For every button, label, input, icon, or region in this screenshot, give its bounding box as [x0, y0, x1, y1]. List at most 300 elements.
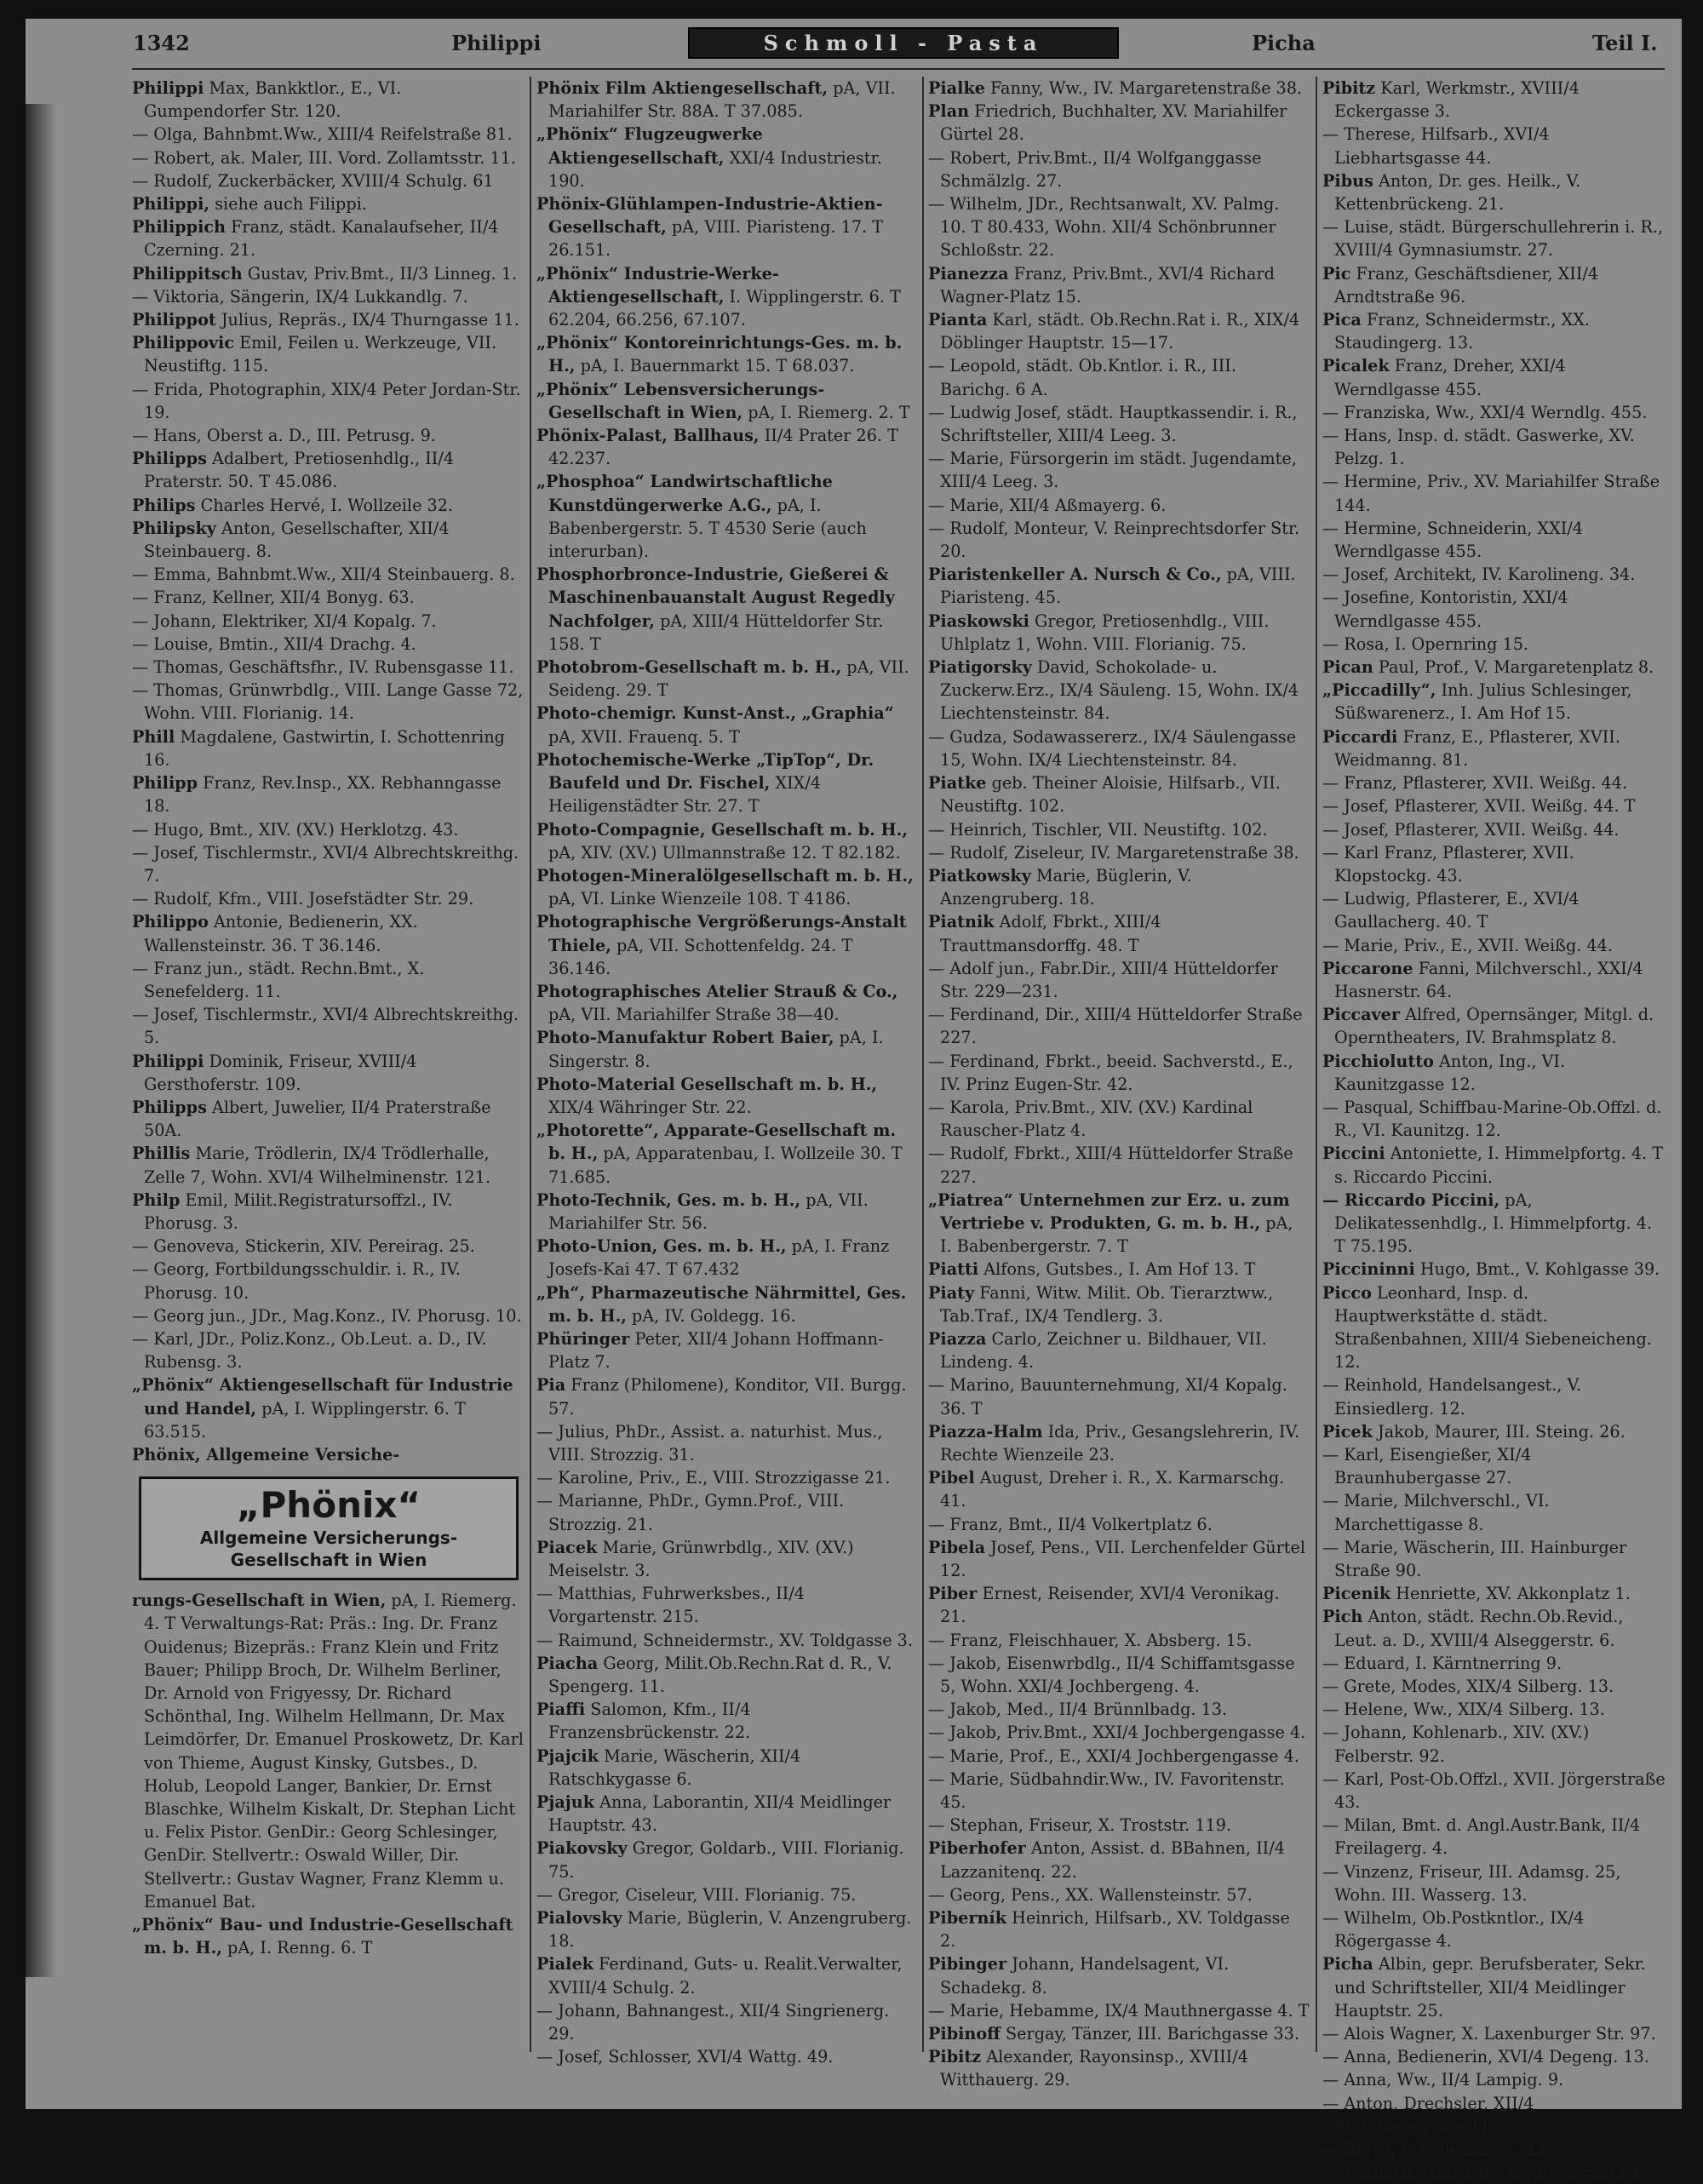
entry-details: — Hans, Insp. d. städt. Gaswerke, XV. Pelzg. 1.: [1322, 426, 1635, 469]
directory-entry: [132, 818, 524, 841]
entry-details: — Franz, Bmt., II/4 Volkertplatz 6.: [928, 1514, 1213, 1534]
entry-name: Piccaver: [1322, 1005, 1400, 1025]
directory-entry: [928, 1189, 1310, 1258]
entry-details: — Josef, Tischlermstr., XVI/4 Albrechtskreithg. 5.: [132, 1005, 519, 1048]
directory-entry: [536, 470, 917, 563]
directory-entry: [1322, 818, 1667, 841]
entry-details: — Leopold, städt. Ob.Kntlor. i. R., III. Barichg. 6 A.: [928, 356, 1236, 399]
entry-name: Philippitsch: [132, 263, 243, 284]
entry-name: Piatigorsky: [928, 657, 1032, 678]
entry-name: „Photorette“, Apparate-Gesellschaft m. b. H.,: [536, 1121, 897, 1164]
entry-details: pA, VII. Mariahilfer Str. 88A. T 37.085.: [548, 78, 896, 122]
directory-entry: [132, 1443, 524, 1466]
entry-name: Picalek: [1322, 356, 1390, 376]
entry-details: — Rudolf, Ziseleur, IV. Margaretenstraße 38.: [928, 842, 1299, 863]
directory-entry: [928, 563, 1310, 609]
directory-entry: [1322, 308, 1667, 354]
entry-details: — Marie, XII/4 Aßmayerg. 6.: [928, 495, 1167, 515]
entry-details: pA, I. Wipplingerstr. 6. T 63.515.: [144, 1398, 466, 1442]
directory-entry: [928, 610, 1310, 656]
entry-details: — Karola, Priv.Bmt., XIV. (XV.) Kardinal Rauscher-Platz 4.: [928, 1097, 1253, 1141]
directory-entry: [1322, 77, 1667, 123]
directory-entry: [536, 378, 917, 424]
entry-details: pA, VIII. Piaristeng. 17. T 26.151.: [548, 217, 884, 261]
entry-details: Adolf, Fbrkt., XIII/4 Trauttmansdorffg. 48. T: [940, 912, 1161, 955]
directory-entry: [928, 401, 1310, 447]
directory-entry: [536, 77, 917, 123]
directory-entry: [1322, 401, 1667, 424]
entry-details: Anton, Gesellschafter, XII/4 Steinbauerg. 8.: [144, 518, 450, 562]
entry-details: — Luise, städt. Bürgerschullehrerin i. R., XVIII/4 Gymnasiumstr. 27.: [1322, 217, 1664, 261]
directory-entry: [1322, 1652, 1667, 1675]
entry-name: Piatnik: [928, 912, 995, 932]
directory-entry: [132, 192, 524, 215]
directory-entry: [132, 77, 524, 123]
directory-entry: [928, 1906, 1310, 1952]
entry-name: Pibinger: [928, 1954, 1007, 1975]
entry-details: II/4 Prater 26. T 42.237.: [548, 426, 898, 469]
directory-entry: [1322, 841, 1667, 887]
entry-name: Pjajuk: [536, 1792, 594, 1813]
entry-details: — Franz, Pflasterer, XVII. Weißg. 44.: [1322, 773, 1628, 794]
entry-name: Pialke: [928, 78, 985, 98]
directory-entry: [928, 656, 1310, 725]
entry-name: Philipp: [132, 773, 198, 794]
entry-details: Julius, Repräs., IX/4 Thurngasse 11.: [215, 310, 519, 330]
directory-entry: [1322, 470, 1667, 516]
directory-entry: [1322, 2161, 1667, 2184]
entry-name: Piberhofer: [928, 1838, 1026, 1859]
directory-entry: [536, 1327, 917, 1373]
directory-entry: [536, 123, 917, 192]
entry-details: — Johann, Bahnangest., XII/4 Singrienerg. 29.: [536, 2000, 890, 2044]
directory-entry: [1322, 1050, 1667, 1096]
entry-details: Alfred, Opernsänger, Mitgl. d. Operntheaters, IV. Brahmsplatz 8.: [1334, 1005, 1654, 1048]
directory-entry: [132, 957, 524, 1003]
directory-entry: [132, 424, 524, 447]
entry-details: Heinrich, Hilfsarb., XV. Toldgasse 2.: [940, 1908, 1290, 1952]
directory-entry: [1322, 354, 1667, 400]
entry-details: August, Dreher i. R., X. Karmarschg. 41.: [940, 1468, 1285, 1511]
directory-entry: [928, 1814, 1310, 1837]
entry-details: — Georg, Pens., XX. Wallensteinstr. 57.: [928, 1884, 1253, 1905]
entry-name: Philippot: [132, 310, 216, 330]
entry-details: David, Schokolade- u. Zuckerw.Erz., IX/4 Säuleng. 15, Wohn. IX/4 Liechtensteinstr. 84.: [940, 657, 1299, 724]
directory-entry: [536, 1837, 917, 1883]
entry-details: — Milan, Bmt. d. Angl.Austr.Bank, II/4 Freilagerg. 4.: [1322, 1815, 1641, 1859]
entry-details: Alexander, Rayonsinsp., XVIII/4 Witthauerg. 29.: [940, 2047, 1248, 2090]
entry-details: — Robert, Priv.Bmt., II/4 Wolfganggasse Schmälzlg. 27.: [928, 147, 1262, 191]
entry-details: — Barbaro, Hilfsarb., X. Antonsplatz 4.: [1322, 2163, 1646, 2183]
entry-name: Picchiolutto: [1322, 1051, 1434, 1071]
entry-name: „Piatrea“ Unternehmen zur Erz. u. zum Vertriebe v. Produkten, G. m. b. H.,: [928, 1189, 1290, 1233]
entry-details: — Robert, ak. Maler, III. Vord. Zollamtsstr. 11.: [132, 147, 517, 168]
entry-name: Pibinoff: [928, 2024, 1001, 2044]
entry-details: Marie, Büglerin, V. Anzengruberg. 18.: [548, 1908, 912, 1952]
directory-entry: [536, 1026, 917, 1072]
entry-details: Karl, Werkmstr., XVIII/4 Eckergasse 3.: [1334, 78, 1580, 122]
entry-name: Pialek: [536, 1954, 593, 1975]
entry-details: — Rudolf, Kfm., VIII. Josefstädter Str. 29.: [132, 889, 474, 909]
entry-details: Salomon, Kfm., II/4 Franzensbrückenstr. 22.: [548, 1700, 751, 1743]
entry-details: pA, XVII. Frauenq. 5. T: [548, 726, 740, 747]
entry-details: — Marianne, PhDr., Gymn.Prof., VIII. Strozzig. 21.: [536, 1491, 845, 1534]
entry-details: — Ludwig, Pflasterer, E., XVI/4 Gaullacherg. 40. T: [1322, 889, 1580, 932]
column-divider: [922, 77, 924, 2052]
entry-details: Anna, Laborantin, XII/4 Meidlinger Hauptstr. 43.: [548, 1792, 892, 1836]
entry-details: — Raimund, Schneidermstr., XV. Toldgasse 3.: [536, 1630, 913, 1650]
directory-entry: [1322, 563, 1667, 586]
directory-entry: [928, 1096, 1310, 1142]
directory-entry: [132, 517, 524, 563]
entry-name: Phönix Film Aktiengesellschaft,: [536, 78, 829, 98]
entry-name: Photo-Technik, Ges. m. b. H.,: [536, 1189, 801, 1210]
entry-details: — Karl, JDr., Poliz.Konz., Ob.Leut. a. D., IV. Rubensg. 3.: [132, 1328, 487, 1373]
directory-entry: [132, 215, 524, 261]
entry-details: Anton, Assist. d. BBahnen, II/4 Lazzanitenq. 22.: [940, 1838, 1285, 1882]
entry-details: Franz, Priv.Bmt., XVI/4 Richard Wagner-Platz 15.: [940, 263, 1275, 307]
entry-details: — Marie, Prof., E., XXI/4 Jochbergengasse 4.: [928, 1745, 1299, 1766]
entry-name: Piaskowski: [928, 610, 1029, 631]
directory-entry: [132, 1327, 524, 1373]
entry-name: Piaristenkeller A. Nursch & Co.,: [928, 565, 1222, 585]
entry-details: Gregor, Pretiosenhdlg., VIII. Uhlplatz 1, Wohn. VIII. Florianig. 75.: [940, 610, 1270, 654]
entry-details: — Georg, Fortbildungsschuldir. i. R., IV. Phorusg. 10.: [132, 1259, 461, 1303]
entry-details: — Josef, Pflasterer, XVII. Weißg. 44. T: [1322, 796, 1636, 817]
ad-title: „Phönix“: [236, 1484, 421, 1527]
entry-details: — Eduard, I. Kärntnerring 9.: [1322, 1653, 1563, 1673]
entry-details: — Gudza, Sodawassererz., IX/4 Säulengasse 15, Wohn. IX/4 Liechtensteinstr. 84.: [928, 726, 1297, 770]
directory-entry: [928, 447, 1310, 493]
entry-details: — Hermine, Priv., XV. Mariahilfer Straße 144.: [1322, 472, 1660, 515]
directory-entry: [928, 1582, 1310, 1628]
directory-entry: [928, 864, 1310, 910]
entry-details: Josef, Pens., VII. Lerchenfelder Gürtel 12.: [940, 1537, 1306, 1580]
entry-name: Philippi: [132, 1051, 204, 1071]
directory-entry: [536, 1373, 917, 1419]
directory-entry: [536, 702, 917, 748]
entry-details: Fanni, Witw. Milit. Ob. Tierarztww., Tab.Traf., IX/4 Tendlerg. 3.: [940, 1282, 1274, 1326]
entry-name: „Phönix“ Bau- und Industrie-Gesellschaft m. b. H.,: [132, 1915, 513, 1958]
entry-details: Friedrich, Buchhalter, XV. Mariahilfer Gürtel 28.: [940, 101, 1287, 145]
directory-entry: [536, 1906, 917, 1952]
entry-details: geb. Theiner Aloisie, Hilfsarb., VII. Neustiftg. 102.: [940, 773, 1281, 817]
directory-entry: [536, 1952, 917, 1998]
directory-entry: [536, 748, 917, 818]
entry-details: pA, VII. Mariahilfer Str. 56.: [548, 1189, 869, 1233]
entry-details: — Wilhelm, JDr., Rechtsanwalt, XV. Palmg. 10. T 80.433, Wohn. XII/4 Schönbrunner Schloßstr. 22.: [928, 194, 1280, 261]
entry-details: — Gregor, Ciseleur, VIII. Florianig. 75.: [536, 1884, 857, 1905]
header-part: Teil I.: [1592, 31, 1658, 55]
directory-entry: [1322, 123, 1667, 169]
directory-entry: [928, 1768, 1310, 1814]
directory-entry: [536, 1119, 917, 1189]
directory-entry: [1322, 517, 1667, 563]
page-header: [26, 19, 1682, 70]
entry-details: Gustav, Priv.Bmt., II/3 Linneg. 1.: [242, 263, 518, 284]
directory-entry: [536, 1073, 917, 1119]
column-1: [132, 77, 524, 2052]
directory-entry: [928, 1883, 1310, 1906]
entry-details: Johann, Handelsagent, VI. Schadekg. 8.: [940, 1954, 1230, 1998]
entry-details: pA, I. Renng. 6. T: [221, 1938, 373, 1958]
entry-details: Leonhard, Insp. d. Hauptwerkstätte d. städt. Straßenbahnen, XIII/4 Siebeneicheng. 12.: [1334, 1282, 1652, 1373]
entry-details: Dominik, Friseur, XVIII/4 Gersthoferstr. 109.: [144, 1051, 417, 1094]
directory-entry: [928, 494, 1310, 517]
directory-entry: [1322, 1605, 1667, 1651]
entry-details: pA, VIII. Piaristeng. 45.: [940, 565, 1296, 608]
directory-entry: [132, 725, 524, 771]
directory-entry: [536, 2045, 917, 2068]
entry-details: — Franz jun., städt. Rechn.Bmt., X. Senefelderg. 11.: [132, 958, 425, 1001]
directory-entry: [132, 146, 524, 169]
directory-entry: [1322, 2045, 1667, 2068]
entry-details: — Rudolf, Monteur, V. Reinprechtsdorfer Str. 20.: [928, 518, 1300, 562]
directory-entry: [1322, 771, 1667, 794]
directory-entry: [1322, 424, 1667, 470]
directory-entry: [1322, 169, 1667, 215]
entry-name: Piaty: [928, 1282, 975, 1303]
entry-name: Pibus: [1322, 170, 1373, 191]
entry-name: Philp: [132, 1189, 181, 1210]
entry-name: Phönix-Glühlampen-Industrie-Aktien-Gesellschaft,: [536, 194, 883, 238]
directory-entry: [536, 1698, 917, 1744]
entry-details: — Josef, Tischlermstr., XVI/4 Albrechtskreithg. 7.: [132, 842, 519, 886]
entry-details: Fanni, Milchverschl., XXI/4 Hasnerstr. 64.: [1334, 958, 1643, 1001]
directory-entry: [536, 910, 917, 980]
directory-entry: [536, 424, 917, 470]
directory-entry: [536, 1536, 917, 1582]
entry-details: — Rudolf, Fbrkt., XIII/4 Hütteldorfer Straße 227.: [928, 1144, 1293, 1187]
directory-entry: [928, 1513, 1310, 1536]
entry-details: — Franz, Kellner, XII/4 Bonyg. 63.: [132, 588, 415, 608]
entry-name: Photogen-Mineralölgesellschaft m. b. H.,: [536, 865, 914, 886]
entry-name: Piakovsky: [536, 1838, 628, 1859]
entry-name: Phönix, Allgemeine Versiche-: [132, 1444, 400, 1465]
entry-details: Marie, Trödlerin, IX/4 Trödlerhalle, Zelle 7, Wohn. XVI/4 Wilhelminenstr. 121.: [144, 1144, 491, 1187]
directory-entry: [132, 378, 524, 424]
entry-name: Pianta: [928, 310, 988, 330]
column-3: [928, 77, 1310, 2090]
entry-name: „Piccadilly“,: [1322, 680, 1436, 701]
directory-entry: [928, 1281, 1310, 1327]
directory-entry: [1322, 1420, 1667, 1443]
entry-details: — Rosa, I. Opernring 15.: [1322, 633, 1529, 654]
header-right-word: Picha: [1252, 31, 1316, 55]
directory-entry: [132, 123, 524, 146]
entry-details: — Hugo, Bmt., XIV. (XV.) Herklotzg. 43.: [132, 819, 459, 840]
directory-entry: [132, 633, 524, 656]
directory-entry: [132, 1913, 524, 1959]
entry-details: — Hans, Oberst a. D., III. Petrusg. 9.: [132, 426, 436, 446]
entry-name: Photochemische-Werke „TipTop“, Dr. Baufeld und Dr. Fischel,: [536, 749, 874, 794]
entry-details: Karl, städt. Ob.Rechn.Rat i. R., XIX/4 Döblinger Hauptstr. 15—17.: [940, 310, 1300, 353]
directory-entry: [536, 1235, 917, 1281]
directory-entry: [536, 818, 917, 864]
entry-details: Paul, Prof., V. Margaretenplatz 8.: [1373, 657, 1654, 678]
directory-entry: [536, 1999, 917, 2045]
directory-entry: [132, 1258, 524, 1304]
directory-entry: [132, 169, 524, 192]
directory-entry: [536, 1745, 917, 1791]
entry-details: — Stephan, Friseur, X. Troststr. 119.: [928, 1815, 1232, 1836]
entry-details: — Josef, Architekt, IV. Karolineng. 34.: [1322, 565, 1636, 585]
entry-details: I. Wipplingerstr. 6. T 62.204, 66.256, 67.107.: [548, 286, 901, 330]
entry-details: — Grete, Modes, XIX/4 Silberg. 13.: [1322, 1677, 1614, 1697]
entry-details: pA, Apparatenbau, I. Wollzeile 30. T 71.685.: [548, 1144, 903, 1187]
entry-details: Adalbert, Pretiosenhdlg., II/4 Praterstr. 50. T 45.086.: [144, 449, 455, 492]
directory-entry: [1322, 794, 1667, 817]
entry-details: pA, VII. Schottenfeldg. 24. T 36.146.: [548, 935, 853, 978]
directory-entry: [928, 1952, 1310, 1998]
entry-details: Franz, Geschäftsdiener, XII/4 Arndtstraße 96.: [1334, 263, 1599, 307]
directory-entry: [132, 586, 524, 609]
entry-name: Pich: [1322, 1607, 1363, 1627]
entry-details: — Reinhold, Handelsangest., V. Einsiedlerg. 12.: [1322, 1375, 1582, 1419]
entry-details: — Julius, PhDr., Assist. a. naturhist. Mus., VIII. Strozzig. 31.: [536, 1421, 883, 1465]
entry-name: Pican: [1322, 657, 1373, 678]
entry-name: rungs-Gesellschaft in Wien,: [132, 1591, 387, 1611]
entry-name: Piccini: [1322, 1144, 1385, 1164]
directory-entry: [1322, 656, 1667, 679]
directory-entry: [1322, 1582, 1667, 1605]
entry-details: Franz (Philomene), Konditor, VII. Burgg. 57.: [548, 1375, 907, 1419]
entry-name: Piazza: [928, 1328, 987, 1349]
entry-details: — Alois Wagner, X. Laxenburger Str. 97.: [1322, 2024, 1656, 2044]
directory-entry: [536, 563, 917, 656]
directory-entry: [1322, 1489, 1667, 1535]
entry-name: Photobrom-Gesellschaft m. b. H.,: [536, 657, 842, 678]
entry-details: Peter, XII/4 Johann Hoffmann-Platz 7.: [548, 1328, 884, 1373]
entry-details: Gregor, Goldarb., VIII. Florianig. 75.: [548, 1838, 904, 1882]
entry-details: Alfons, Gutsbes., I. Am Hof 13. T: [978, 1259, 1256, 1280]
directory-entry: [536, 980, 917, 1026]
entry-name: Pibitz: [928, 2047, 982, 2067]
entry-details: — Marie, Südbahndir.Ww., IV. Favoritenstr. 45.: [928, 1768, 1285, 1813]
entry-details: — Anton, Drechsler, XII/4 Steinhagegasse 11.: [1322, 2093, 1534, 2136]
column-divider: [530, 77, 531, 2052]
entry-name: Piaffi: [536, 1700, 586, 1720]
entry-details: — Ludwig Josef, städt. Hauptkassendir. i. R., Schriftsteller, XIII/4 Leeg. 3.: [928, 402, 1298, 446]
directory-entry: [1322, 1952, 1667, 2022]
entry-name: Pianezza: [928, 263, 1009, 284]
directory-entry: [1322, 633, 1667, 656]
entry-name: „Phosphoa“ Landwirtschaftliche Kunstdüngerwerke A.G.,: [536, 472, 833, 515]
entry-details: pA, Delikatessenhdlg., I. Himmelpfortg. 4. T 75.195.: [1334, 1189, 1653, 1257]
entry-details: — Viktoria, Sängerin, IX/4 Lukkandlg. 7.: [132, 286, 468, 307]
entry-name: Piccardi: [1322, 726, 1398, 747]
directory-entry: [1322, 1443, 1667, 1489]
entry-details: — Pasqual, Schiffbau-Marine-Ob.Offzl. d. R., VI. Kaunitzg. 12.: [1322, 1097, 1662, 1141]
entry-details: — Jakob, Med., II/4 Brünnlbadg. 13.: [928, 1700, 1228, 1720]
entry-details: siehe auch Filippi.: [209, 194, 367, 215]
entry-name: Phönix-Palast, Ballhaus,: [536, 426, 760, 446]
entry-details: Jakob, Maurer, III. Steing. 26.: [1372, 1421, 1626, 1442]
entry-details: — Anna, Ww., II/4 Lampig. 9.: [1322, 2070, 1564, 2090]
directory-entry: [132, 1003, 524, 1049]
header-left-word: Philippi: [451, 31, 542, 55]
entry-details: pA, I. Riemerg. 4. T Verwaltungs-Rat: Präs.: Ing. Dr. Franz Ouidenus; Bizepräs.: Franz Klein und Fritz Bauer; Philipp Broch, Dr. Wilhelm Berliner, Dr. Arnold von Frigyessy, Dr. Richard Schönthal, Ing. Wilhelm Hellmann, Dr. Max Leimdörfer, Dr. Emanuel Proskowetz, Dr. Karl von Thieme, August Kinsky, Gutsbes., D. Holub, Leopold Langer, Bankier, Dr. Ernst Blaschke, Wilhelm Kiskalt, Dr. Stephan Licht u. Felix Pistor. GenDir.: Georg Schlesinger, GenDir. Stellvertr.: Oswald Willer, Dir. Stellvertr.: Gustav Wagner, Franz Klemm u. Emanuel Bat.: [144, 1591, 524, 1912]
directory-entry: [132, 494, 524, 517]
entry-name: Philipps: [132, 1097, 207, 1117]
entry-details: — Therese, Hilfsarb., XVI/4 Liebhartsgasse 44.: [1322, 124, 1550, 168]
entry-details: — Genoveva, Stickerin, XIV. Pereirag. 25.: [132, 1236, 475, 1257]
entry-details: — Emma, Bahnbmt.Ww., XII/4 Steinbauerg. 8.: [132, 565, 515, 585]
entry-details: — Marie, Wäscherin, III. Hainburger Straße 90.: [1322, 1537, 1627, 1580]
directory-entry: [928, 517, 1310, 563]
header-center-banner: Schmoll - Pasta: [688, 27, 1119, 59]
directory-entry: [928, 910, 1310, 956]
entry-name: Picek: [1322, 1421, 1373, 1442]
entry-details: Marie, Wäscherin, XII/4 Ratschkygasse 6.: [548, 1745, 801, 1789]
directory-entry: [132, 841, 524, 887]
entry-name: Photo-Union, Ges. m. b. H.,: [536, 1236, 787, 1257]
entry-details: — Thomas, Grünwrbdlg., VIII. Lange Gasse 72, Wohn. VIII. Florianig. 14.: [132, 680, 524, 724]
entry-details: — Berta, V. Vogelsangg. 43.: [1322, 2140, 1551, 2160]
entry-name: Photographische Vergrößerungs-Anstalt Thiele,: [536, 912, 907, 955]
entry-details: — Franz, Fleischhauer, X. Absberg. 15.: [928, 1630, 1253, 1650]
directory-entry: [1322, 2068, 1667, 2091]
directory-entry: [1322, 2138, 1667, 2161]
directory-entry: [536, 1883, 917, 1906]
entry-details: — Matthias, Fuhrwerksbes., II/4 Vorgartenstr. 215.: [536, 1584, 806, 1627]
directory-entry: [1322, 1536, 1667, 1582]
entry-details: pA, VI. Linke Wienzeile 108. T 4186.: [548, 889, 852, 909]
directory-entry: [928, 1999, 1310, 2022]
directory-entry: [928, 725, 1310, 771]
directory-entry: [536, 1420, 917, 1466]
directory-entry: [928, 1050, 1310, 1096]
entry-details: Ernest, Reisender, XVI/4 Veronikag. 21.: [940, 1584, 1280, 1627]
entry-details: Franz, Rev.Insp., XX. Rebhanngasse 18.: [144, 773, 502, 817]
directory-entry: [536, 656, 917, 702]
phoenix-advertisement: [139, 1476, 519, 1580]
entry-details: — Wilhelm, Ob.Postkntlor., IX/4 Rögergasse 4.: [1322, 1908, 1585, 1952]
entry-name: Philippich: [132, 217, 226, 238]
entry-name: Picenik: [1322, 1584, 1391, 1604]
entry-name: „Phönix“ Kontoreinrichtungs-Ges. m. b. H.,: [536, 333, 903, 376]
entry-details: pA, XIII/4 Hütteldorfer Str. 158. T: [548, 610, 884, 654]
header-rule: [132, 68, 1665, 70]
directory-entry: [1322, 1698, 1667, 1721]
directory-entry: [928, 1258, 1310, 1281]
entry-name: Piatke: [928, 773, 987, 794]
entry-name: „Phönix“ Industrie-Werke-Aktiengesellschaft,: [536, 263, 779, 307]
directory-entry: [928, 2022, 1310, 2045]
ad-subtitle: Allgemeine Versicherungs-Gesellschaft in Wien: [199, 1528, 458, 1571]
entry-details: pA, IV. Goldegg. 16.: [626, 1305, 796, 1326]
directory-entry: [536, 192, 917, 262]
entry-details: — Marie, Milchverschl., VI. Marchettigasse 8.: [1322, 1491, 1550, 1534]
entry-details: Franz, E., Pflasterer, XVII. Weidmanng. 81.: [1334, 726, 1620, 770]
entry-name: Picco: [1322, 1282, 1372, 1303]
entry-name: Pica: [1322, 310, 1362, 330]
directory-entry: [536, 1582, 917, 1628]
directory-entry: [1322, 1373, 1667, 1419]
directory-entry: [536, 1189, 917, 1235]
directory-entry: [132, 1050, 524, 1096]
entry-details: Franz, Schneidermstr., XX. Staudingerg. 13.: [1334, 310, 1590, 353]
entry-details: XXI/4 Industriestr. 190.: [548, 147, 882, 191]
directory-entry: [928, 1837, 1310, 1883]
entry-name: Phillis: [132, 1144, 191, 1164]
directory-entry: [928, 818, 1310, 841]
entry-details: — Josefine, Kontoristin, XXI/4 Werndlgasse 455.: [1322, 588, 1568, 631]
entry-details: — Helene, Ww., XIX/4 Silberg. 13.: [1322, 1700, 1605, 1720]
entry-details: pA, I. Bauernmarkt 15. T 68.037.: [575, 356, 855, 376]
entry-details: — Hermine, Schneiderin, XXI/4 Werndlgasse 455.: [1322, 518, 1583, 562]
entry-name: Piccarone: [1322, 958, 1413, 978]
